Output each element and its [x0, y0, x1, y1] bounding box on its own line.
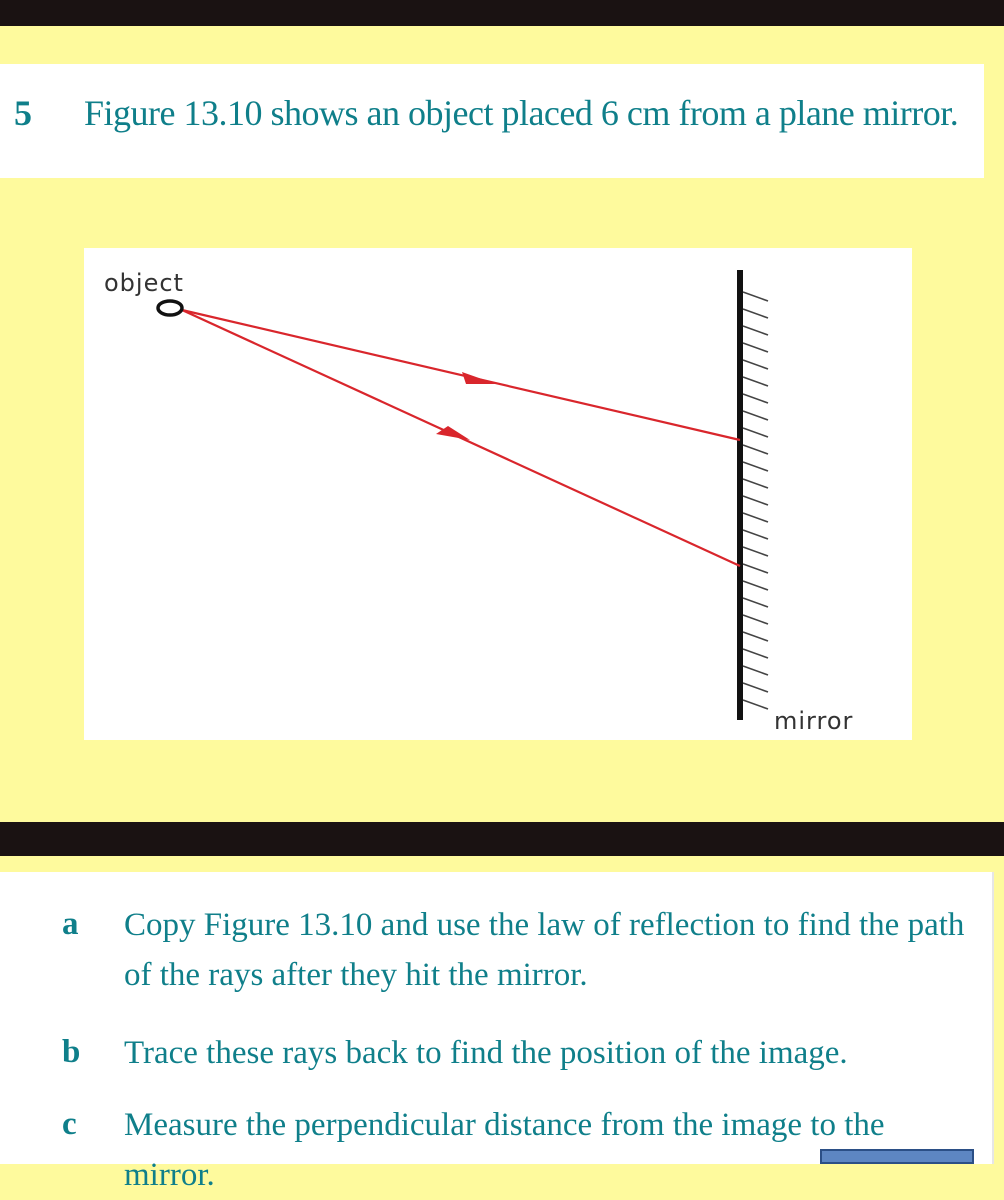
- arrowhead-upper: [462, 372, 496, 384]
- hatch-mark: [743, 547, 768, 556]
- hatch-mark: [743, 343, 768, 352]
- hatch-mark: [743, 462, 768, 471]
- part-a-text: Copy Figure 13.10 and use the law of reflection to find the path of the rays after they hit the mirror.: [124, 907, 965, 993]
- hatch-mark: [743, 649, 768, 658]
- hatch-mark: [743, 292, 768, 301]
- hatch-mark: [743, 581, 768, 590]
- part-c-text: Measure the perpendicular distance from the image to the mirror.: [124, 1107, 885, 1193]
- hatch-mark: [743, 309, 768, 318]
- figure-13-10: [84, 248, 912, 740]
- object-marker: [158, 301, 182, 315]
- hatch-mark: [743, 615, 768, 624]
- hatch-mark: [743, 496, 768, 505]
- hatch-mark: [743, 530, 768, 539]
- hatch-mark: [743, 428, 768, 437]
- mirror-label: mirror: [774, 707, 854, 735]
- hatch-mark: [743, 564, 768, 573]
- hatch-mark: [743, 598, 768, 607]
- part-b-letter: b: [62, 1034, 81, 1070]
- hatch-mark: [743, 683, 768, 692]
- hatch-mark: [743, 513, 768, 522]
- mirror-hatching: [743, 292, 768, 709]
- hatch-mark: [743, 632, 768, 641]
- ray-diagram: [84, 248, 912, 740]
- hatch-mark: [743, 326, 768, 335]
- hatch-mark: [743, 411, 768, 420]
- top-dark-bar: [0, 0, 1004, 26]
- part-c-letter: c: [62, 1106, 77, 1142]
- hatch-mark: [743, 700, 768, 709]
- middle-dark-bar: [0, 822, 1004, 856]
- hatch-mark: [743, 666, 768, 675]
- question-text: Figure 13.10 shows an object placed 6 cm from a plane mirror.: [84, 93, 959, 133]
- part-a-letter: a: [62, 906, 79, 942]
- hatch-mark: [743, 377, 768, 386]
- hatch-mark: [743, 360, 768, 369]
- object-label: object: [104, 269, 184, 297]
- hatch-mark: [743, 479, 768, 488]
- hatch-mark: [743, 394, 768, 403]
- corner-tab[interactable]: [820, 1149, 974, 1164]
- hatch-mark: [743, 445, 768, 454]
- question-number: 5: [14, 93, 32, 133]
- ray-upper: [182, 310, 740, 440]
- part-b-text: Trace these rays back to find the position of the image.: [124, 1035, 848, 1071]
